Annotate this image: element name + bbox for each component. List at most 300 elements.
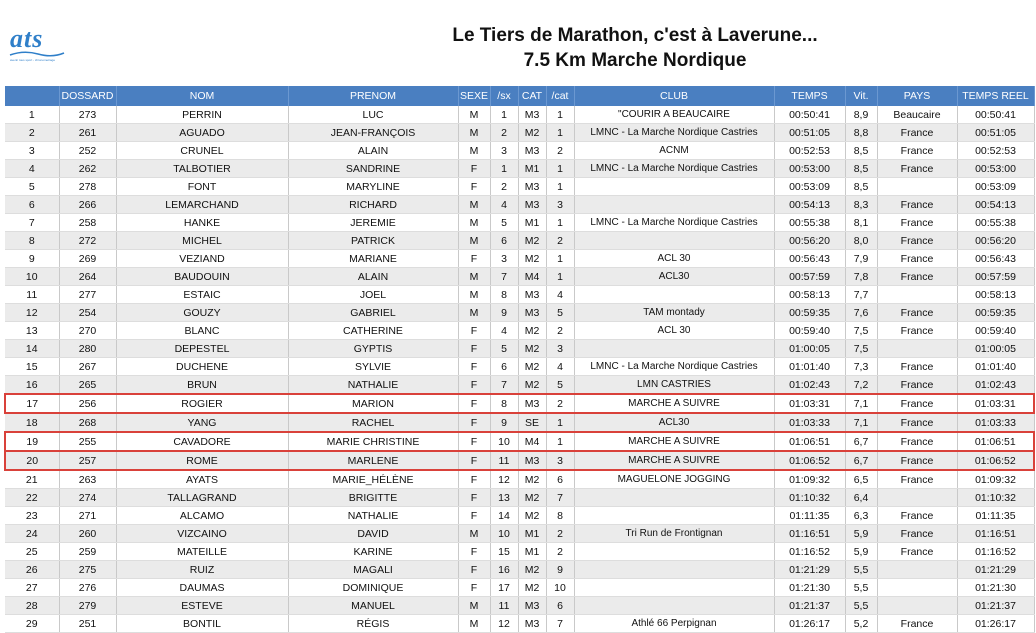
table-row: [5, 579, 1034, 597]
cell-prenom: SYLVIE: [288, 358, 458, 376]
cell-dossard: 278: [59, 178, 116, 196]
cell-dossard: 251: [59, 615, 116, 633]
cell-pays: France: [877, 358, 957, 376]
cell-sx: 8: [490, 394, 518, 413]
cell-temps: 00:53:00: [774, 160, 845, 178]
cell-nom: DUCHENE: [116, 358, 288, 376]
cell-prenom: GABRIEL: [288, 304, 458, 322]
cell-pays: France: [877, 214, 957, 232]
cell-sexe: F: [458, 178, 490, 196]
cell-club: Tri Run de Frontignan: [574, 525, 774, 543]
cell-ccat: 3: [546, 451, 574, 470]
cell-ccat: 10: [546, 579, 574, 597]
table-row: [5, 286, 1034, 304]
cell-dossard: 260: [59, 525, 116, 543]
cell-club: TAM montady: [574, 304, 774, 322]
cell-rank: 14: [5, 340, 59, 358]
cell-dossard: 263: [59, 470, 116, 489]
cell-sexe: F: [458, 470, 490, 489]
cell-rank: 27: [5, 579, 59, 597]
cell-nom: BONTIL: [116, 615, 288, 633]
cell-vit: 7,3: [845, 358, 877, 376]
cell-ccat: 1: [546, 432, 574, 451]
cell-dossard: 264: [59, 268, 116, 286]
cell-nom: TALBOTIER: [116, 160, 288, 178]
cell-cat: M2: [518, 579, 546, 597]
cell-dossard: 274: [59, 489, 116, 507]
cell-sx: 9: [490, 304, 518, 322]
table-row: [5, 268, 1034, 286]
header-sexe: SEXE: [458, 86, 490, 106]
cell-temps: 01:01:40: [774, 358, 845, 376]
table-row: [5, 394, 1034, 413]
header-pays: PAYS: [877, 86, 957, 106]
cell-sexe: F: [458, 543, 490, 561]
cell-reel: 01:11:35: [957, 507, 1034, 525]
cell-cat: M3: [518, 178, 546, 196]
cell-prenom: JEAN-FRANÇOIS: [288, 124, 458, 142]
cell-club: "COURIR A BEAUCAIRE: [574, 106, 774, 124]
cell-sexe: M: [458, 286, 490, 304]
cell-pays: France: [877, 268, 957, 286]
cell-temps: 00:52:53: [774, 142, 845, 160]
cell-reel: 01:09:32: [957, 470, 1034, 489]
cell-vit: 6,7: [845, 451, 877, 470]
cell-dossard: 256: [59, 394, 116, 413]
cell-ccat: 3: [546, 196, 574, 214]
cell-temps: 00:59:40: [774, 322, 845, 340]
cell-dossard: 279: [59, 597, 116, 615]
header-ccat: /cat: [546, 86, 574, 106]
cell-ccat: 2: [546, 322, 574, 340]
cell-club: ACNM: [574, 142, 774, 160]
cell-sexe: M: [458, 268, 490, 286]
table-row: [5, 340, 1034, 358]
cell-cat: M4: [518, 432, 546, 451]
cell-ccat: 2: [546, 525, 574, 543]
cell-prenom: DOMINIQUE: [288, 579, 458, 597]
cell-temps: 00:53:09: [774, 178, 845, 196]
cell-ccat: 1: [546, 268, 574, 286]
cell-nom: MICHEL: [116, 232, 288, 250]
cell-cat: M3: [518, 142, 546, 160]
cell-sexe: F: [458, 322, 490, 340]
cell-rank: 9: [5, 250, 59, 268]
cell-sx: 12: [490, 470, 518, 489]
cell-sexe: F: [458, 160, 490, 178]
cell-pays: France: [877, 615, 957, 633]
cell-vit: 5,5: [845, 597, 877, 615]
cell-vit: 5,9: [845, 525, 877, 543]
header-dossard: DOSSARD: [59, 86, 116, 106]
cell-rank: 18: [5, 413, 59, 432]
cell-vit: 7,7: [845, 286, 877, 304]
cell-ccat: 9: [546, 561, 574, 579]
cell-nom: AGUADO: [116, 124, 288, 142]
cell-cat: M2: [518, 232, 546, 250]
cell-nom: CRUNEL: [116, 142, 288, 160]
cell-pays: France: [877, 525, 957, 543]
table-row: [5, 507, 1034, 525]
cell-prenom: MAGALI: [288, 561, 458, 579]
table-row: [5, 615, 1034, 633]
cell-vit: 8,8: [845, 124, 877, 142]
cell-sx: 10: [490, 432, 518, 451]
cell-ccat: 1: [546, 178, 574, 196]
cell-sx: 7: [490, 268, 518, 286]
cell-cat: M2: [518, 322, 546, 340]
cell-temps: 00:59:35: [774, 304, 845, 322]
header-nom: NOM: [116, 86, 288, 106]
cell-temps: 01:16:51: [774, 525, 845, 543]
table-row: [5, 322, 1034, 340]
table-row: [5, 124, 1034, 142]
cell-vit: 7,8: [845, 268, 877, 286]
cell-prenom: GYPTIS: [288, 340, 458, 358]
cell-sexe: M: [458, 196, 490, 214]
cell-prenom: RICHARD: [288, 196, 458, 214]
cell-vit: 8,5: [845, 178, 877, 196]
cell-vit: 7,1: [845, 394, 877, 413]
cell-sx: 4: [490, 196, 518, 214]
cell-sexe: F: [458, 413, 490, 432]
cell-sx: 1: [490, 106, 518, 124]
cell-rank: 2: [5, 124, 59, 142]
cell-ccat: 1: [546, 214, 574, 232]
cell-temps: 01:21:29: [774, 561, 845, 579]
cell-temps: 00:56:20: [774, 232, 845, 250]
cell-pays: France: [877, 376, 957, 395]
cell-cat: M2: [518, 250, 546, 268]
cell-pays: [877, 561, 957, 579]
cell-prenom: NATHALIE: [288, 376, 458, 395]
cell-cat: M2: [518, 340, 546, 358]
table-row: [5, 413, 1034, 432]
cell-sx: 13: [490, 489, 518, 507]
cell-pays: Beaucaire: [877, 106, 957, 124]
cell-prenom: MARIANE: [288, 250, 458, 268]
cell-sexe: F: [458, 579, 490, 597]
cell-sx: 8: [490, 286, 518, 304]
cell-temps: 00:50:41: [774, 106, 845, 124]
cell-reel: 01:03:31: [957, 394, 1034, 413]
cell-prenom: SANDRINE: [288, 160, 458, 178]
cell-cat: M1: [518, 525, 546, 543]
cell-sx: 3: [490, 250, 518, 268]
cell-reel: 01:16:51: [957, 525, 1034, 543]
cell-temps: 01:06:52: [774, 451, 845, 470]
cell-prenom: RACHEL: [288, 413, 458, 432]
table-row: [5, 160, 1034, 178]
cell-cat: M3: [518, 615, 546, 633]
cell-sexe: F: [458, 340, 490, 358]
cell-vit: 7,9: [845, 250, 877, 268]
cell-cat: M2: [518, 561, 546, 579]
table-row: [5, 597, 1034, 615]
cell-rank: 4: [5, 160, 59, 178]
cell-club: Athlé 66 Perpignan: [574, 615, 774, 633]
cell-nom: CAVADORE: [116, 432, 288, 451]
cell-ccat: 4: [546, 358, 574, 376]
cell-reel: 00:53:00: [957, 160, 1034, 178]
cell-nom: VEZIAND: [116, 250, 288, 268]
cell-pays: France: [877, 543, 957, 561]
cell-vit: 7,6: [845, 304, 877, 322]
cell-reel: 00:55:38: [957, 214, 1034, 232]
cell-club: ACL30: [574, 268, 774, 286]
cell-dossard: 268: [59, 413, 116, 432]
table-row: [5, 561, 1034, 579]
cell-rank: 28: [5, 597, 59, 615]
cell-vit: 8,9: [845, 106, 877, 124]
cell-prenom: MARIE_HÉLÈNE: [288, 470, 458, 489]
cell-nom: DAUMAS: [116, 579, 288, 597]
cell-pays: France: [877, 470, 957, 489]
cell-sx: 1: [490, 160, 518, 178]
cell-cat: M3: [518, 106, 546, 124]
cell-prenom: LUC: [288, 106, 458, 124]
cell-dossard: 254: [59, 304, 116, 322]
cell-prenom: PATRICK: [288, 232, 458, 250]
cell-sx: 6: [490, 232, 518, 250]
cell-pays: [877, 579, 957, 597]
cell-nom: ROGIER: [116, 394, 288, 413]
cell-club: [574, 232, 774, 250]
cell-reel: 00:57:59: [957, 268, 1034, 286]
cell-dossard: 280: [59, 340, 116, 358]
cell-nom: TALLAGRAND: [116, 489, 288, 507]
cell-vit: 7,5: [845, 322, 877, 340]
cell-club: ACL 30: [574, 322, 774, 340]
cell-rank: 7: [5, 214, 59, 232]
cell-vit: 7,5: [845, 340, 877, 358]
cell-sx: 9: [490, 413, 518, 432]
table-row: [5, 543, 1034, 561]
cell-nom: ALCAMO: [116, 507, 288, 525]
cell-vit: 8,0: [845, 232, 877, 250]
cell-ccat: 4: [546, 286, 574, 304]
cell-sexe: F: [458, 489, 490, 507]
header-cat: CAT: [518, 86, 546, 106]
cell-nom: ESTEVE: [116, 597, 288, 615]
cell-sexe: M: [458, 142, 490, 160]
cell-vit: 7,1: [845, 413, 877, 432]
cell-vit: 7,2: [845, 376, 877, 395]
cell-nom: FONT: [116, 178, 288, 196]
cell-pays: France: [877, 304, 957, 322]
cell-sexe: F: [458, 507, 490, 525]
cell-reel: 01:03:33: [957, 413, 1034, 432]
header-sx: /sx: [490, 86, 518, 106]
cell-reel: 00:56:20: [957, 232, 1034, 250]
cell-vit: 5,5: [845, 561, 877, 579]
cell-pays: France: [877, 124, 957, 142]
cell-temps: 01:11:35: [774, 507, 845, 525]
cell-sexe: M: [458, 525, 490, 543]
cell-club: ACL 30: [574, 250, 774, 268]
cell-cat: M2: [518, 376, 546, 395]
cell-club: [574, 561, 774, 579]
cell-pays: France: [877, 250, 957, 268]
cell-rank: 1: [5, 106, 59, 124]
cell-nom: MATEILLE: [116, 543, 288, 561]
table-row: [5, 470, 1034, 489]
cell-rank: 22: [5, 489, 59, 507]
table-row: [5, 232, 1034, 250]
cell-rank: 3: [5, 142, 59, 160]
cell-pays: France: [877, 432, 957, 451]
table-row: [5, 304, 1034, 322]
cell-rank: 29: [5, 615, 59, 633]
cell-cat: M1: [518, 543, 546, 561]
cell-club: [574, 579, 774, 597]
cell-ccat: 2: [546, 232, 574, 250]
cell-cat: M3: [518, 394, 546, 413]
cell-club: MARCHE A SUIVRE: [574, 451, 774, 470]
cell-ccat: 2: [546, 394, 574, 413]
cell-club: [574, 489, 774, 507]
cell-sexe: M: [458, 304, 490, 322]
cell-prenom: NATHALIE: [288, 507, 458, 525]
cell-pays: France: [877, 232, 957, 250]
cell-dossard: 270: [59, 322, 116, 340]
cell-rank: 12: [5, 304, 59, 322]
table-row: [5, 432, 1034, 451]
cell-sexe: F: [458, 376, 490, 395]
cell-sx: 2: [490, 178, 518, 196]
cell-pays: France: [877, 451, 957, 470]
cell-club: [574, 196, 774, 214]
cell-dossard: 259: [59, 543, 116, 561]
cell-reel: 00:56:43: [957, 250, 1034, 268]
cell-reel: 01:01:40: [957, 358, 1034, 376]
cell-reel: 01:21:29: [957, 561, 1034, 579]
cell-cat: M4: [518, 268, 546, 286]
cell-pays: France: [877, 507, 957, 525]
cell-prenom: MARLENE: [288, 451, 458, 470]
cell-temps: 01:03:33: [774, 413, 845, 432]
cell-vit: 5,2: [845, 615, 877, 633]
cell-nom: GOUZY: [116, 304, 288, 322]
cell-vit: 6,5: [845, 470, 877, 489]
table-row: [5, 196, 1034, 214]
cell-temps: 01:16:52: [774, 543, 845, 561]
cell-nom: BLANC: [116, 322, 288, 340]
cell-ccat: 1: [546, 124, 574, 142]
header-reel: TEMPS REEL: [957, 86, 1034, 106]
cell-rank: 26: [5, 561, 59, 579]
cell-reel: 00:53:09: [957, 178, 1034, 196]
cell-sx: 11: [490, 451, 518, 470]
cell-reel: 01:06:52: [957, 451, 1034, 470]
cell-temps: 01:21:30: [774, 579, 845, 597]
cell-sexe: M: [458, 232, 490, 250]
table-row: [5, 142, 1034, 160]
table-row: [5, 106, 1034, 124]
table-row: [5, 214, 1034, 232]
cell-sx: 5: [490, 340, 518, 358]
cell-nom: ESTAIC: [116, 286, 288, 304]
cell-reel: 01:21:37: [957, 597, 1034, 615]
cell-ccat: 2: [546, 543, 574, 561]
cell-reel: 01:00:05: [957, 340, 1034, 358]
cell-rank: 24: [5, 525, 59, 543]
cell-cat: SE: [518, 413, 546, 432]
header-rank: [5, 86, 59, 106]
cell-nom: LEMARCHAND: [116, 196, 288, 214]
cell-reel: 01:16:52: [957, 543, 1034, 561]
cell-sexe: M: [458, 106, 490, 124]
cell-prenom: RÉGIS: [288, 615, 458, 633]
cell-pays: [877, 340, 957, 358]
table-row: [5, 525, 1034, 543]
cell-dossard: 277: [59, 286, 116, 304]
cell-sexe: F: [458, 358, 490, 376]
cell-prenom: JOEL: [288, 286, 458, 304]
cell-nom: BAUDOUIN: [116, 268, 288, 286]
cell-club: MAGUELONE JOGGING: [574, 470, 774, 489]
cell-vit: 6,7: [845, 432, 877, 451]
cell-reel: 01:21:30: [957, 579, 1034, 597]
cell-prenom: ALAIN: [288, 142, 458, 160]
cell-temps: 01:06:51: [774, 432, 845, 451]
cell-ccat: 6: [546, 470, 574, 489]
cell-vit: 6,4: [845, 489, 877, 507]
cell-cat: M2: [518, 358, 546, 376]
cell-rank: 11: [5, 286, 59, 304]
cell-rank: 25: [5, 543, 59, 561]
cell-rank: 5: [5, 178, 59, 196]
cell-pays: [877, 178, 957, 196]
cell-club: [574, 543, 774, 561]
cell-club: [574, 507, 774, 525]
cell-sexe: M: [458, 597, 490, 615]
cell-cat: M1: [518, 214, 546, 232]
header-vit: Vit.: [845, 86, 877, 106]
cell-prenom: MARION: [288, 394, 458, 413]
cell-club: MARCHE A SUIVRE: [574, 394, 774, 413]
cell-vit: 8,5: [845, 160, 877, 178]
cell-temps: 00:55:38: [774, 214, 845, 232]
cell-sx: 10: [490, 525, 518, 543]
cell-sx: 12: [490, 615, 518, 633]
cell-reel: 01:10:32: [957, 489, 1034, 507]
cell-sx: 4: [490, 322, 518, 340]
cell-dossard: 255: [59, 432, 116, 451]
cell-dossard: 271: [59, 507, 116, 525]
cell-pays: France: [877, 322, 957, 340]
cell-temps: 01:03:31: [774, 394, 845, 413]
cell-nom: BRUN: [116, 376, 288, 395]
cell-reel: 01:02:43: [957, 376, 1034, 395]
cell-sx: 11: [490, 597, 518, 615]
cell-reel: 01:26:17: [957, 615, 1034, 633]
cell-ccat: 8: [546, 507, 574, 525]
cell-ccat: 2: [546, 142, 574, 160]
cell-ccat: 1: [546, 413, 574, 432]
cell-nom: DEPESTEL: [116, 340, 288, 358]
cell-temps: 01:09:32: [774, 470, 845, 489]
cell-prenom: KARINE: [288, 543, 458, 561]
header-temps: TEMPS: [774, 86, 845, 106]
cell-prenom: JEREMIE: [288, 214, 458, 232]
cell-pays: France: [877, 394, 957, 413]
cell-reel: 00:54:13: [957, 196, 1034, 214]
cell-pays: France: [877, 413, 957, 432]
cell-dossard: 272: [59, 232, 116, 250]
cell-sexe: M: [458, 214, 490, 232]
cell-rank: 8: [5, 232, 59, 250]
